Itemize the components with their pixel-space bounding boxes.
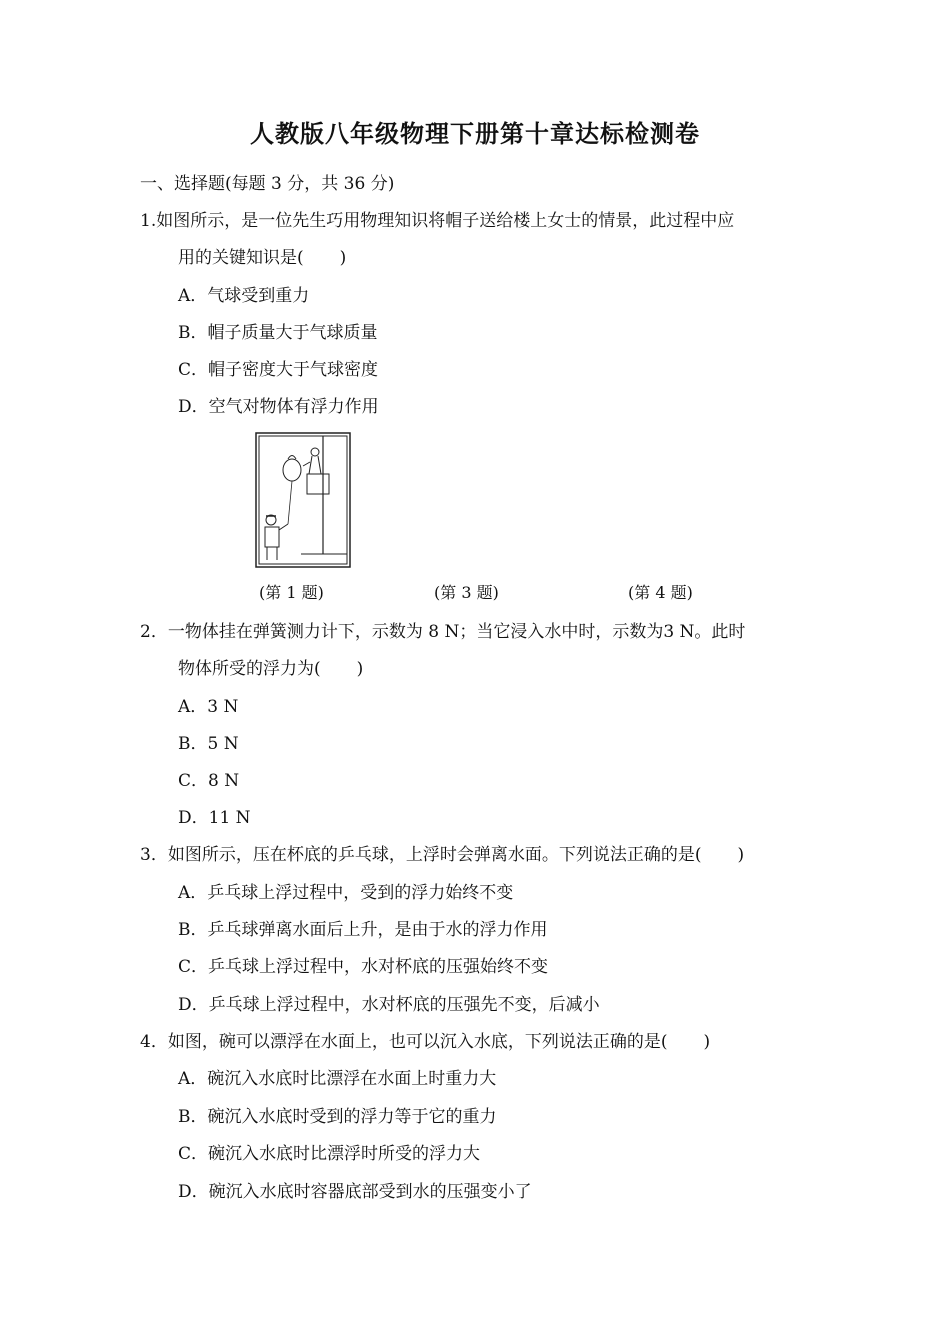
question-3-option-d: D．乒乓球上浮过程中，水对杯底的压强先不变，后减小	[178, 995, 600, 1015]
question-2-option-d: D．11 N	[178, 808, 251, 828]
caption-figure-1: (第 1 题)	[259, 583, 324, 602]
question-2-option-a: A．3 N	[178, 697, 239, 717]
question-4-option-a: A．碗沉入水底时比漂浮在水面上时重力大	[178, 1069, 497, 1089]
question-2-stem: 2．一物体挂在弹簧测力计下，示数为 8 N；当它浸入水中时，示数为3 N。此时	[140, 622, 746, 642]
question-3-option-a: A．乒乓球上浮过程中，受到的浮力始终不变	[178, 883, 514, 903]
question-1-option-b: B．帽子质量大于气球质量	[178, 323, 378, 343]
question-1-option-d: D．空气对物体有浮力作用	[178, 397, 379, 417]
question-3-option-c: C．乒乓球上浮过程中，水对杯底的压强始终不变	[178, 957, 549, 977]
question-4-option-c: C．碗沉入水底时比漂浮时所受的浮力大	[178, 1144, 481, 1164]
question-3-stem: 3．如图所示，压在杯底的乒乓球，上浮时会弹离水面。下列说法正确的是( )	[140, 845, 745, 865]
question-2-option-c: C．8 N	[178, 771, 240, 791]
question-1-figure	[255, 432, 351, 568]
question-4-option-d: D．碗沉入水底时容器底部受到水的压强变小了	[178, 1182, 532, 1202]
question-4-stem: 4．如图，碗可以漂浮在水面上，也可以沉入水底，下列说法正确的是( )	[140, 1032, 711, 1052]
question-3-option-b: B．乒乓球弹离水面后上升，是由于水的浮力作用	[178, 920, 548, 940]
section-heading: 一、选择题(每题 3 分，共 36 分)	[140, 174, 395, 194]
caption-figure-4: (第 4 题)	[628, 583, 693, 602]
caption-figure-3: (第 3 题)	[434, 583, 499, 602]
question-1-stem: 1.如图所示，是一位先生巧用物理知识将帽子送给楼上女士的情景，此过程中应	[140, 211, 735, 231]
question-2-option-b: B．5 N	[178, 734, 239, 754]
question-2-stem-cont: 物体所受的浮力为( )	[178, 659, 364, 679]
page-title: 人教版八年级物理下册第十章达标检测卷	[250, 119, 700, 148]
question-1-option-c: C．帽子密度大于气球密度	[178, 360, 379, 380]
question-1-option-a: A．气球受到重力	[178, 286, 310, 306]
question-1-stem-cont: 用的关键知识是( )	[178, 248, 347, 268]
question-4-option-b: B．碗沉入水底时受到的浮力等于它的重力	[178, 1107, 497, 1127]
